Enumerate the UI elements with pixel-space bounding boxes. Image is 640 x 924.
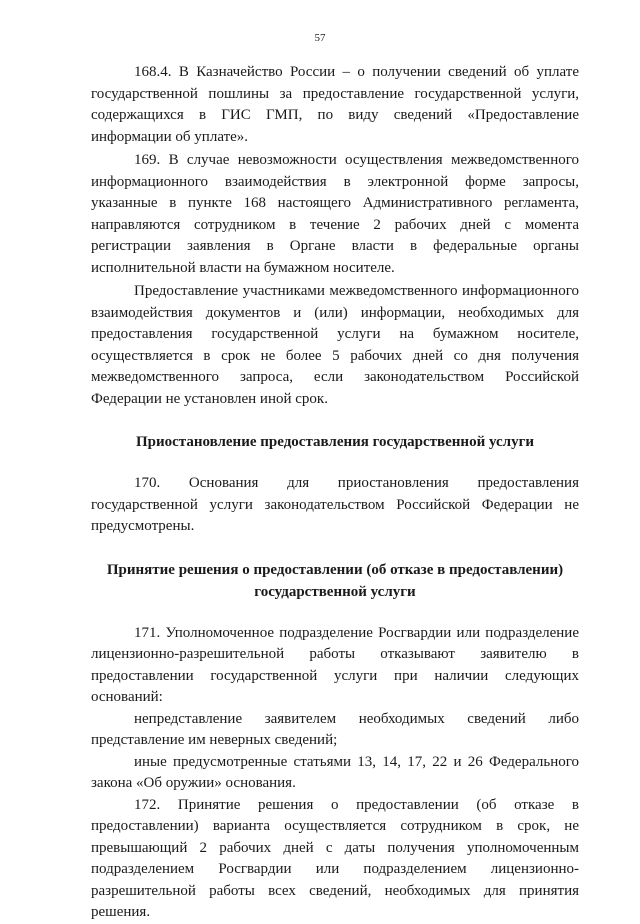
paragraph-reason-other: иные предусмотренные статьями 13, 14, 17, 22 и 26 Федерального закона «Об оружии» основания. — [91, 753, 579, 791]
page-number: 57 — [314, 32, 326, 44]
document-body — [91, 62, 579, 924]
paragraph-170: 170. Основания для приостановления предоставления государственной услуги законодательством Российской Федерации не предусмотрены. — [91, 475, 579, 534]
paragraph-171: 171. Уполномоченное подразделение Росгвардии или подразделение лицензионно-разрешительной работы отказывают заявителю в предоставлении государственной услуги при наличии следующих оснований: — [91, 624, 579, 705]
section-heading-suspension: Приостановление предоставления государственной услуги — [135, 434, 535, 450]
section-heading-decision — [85, 559, 585, 603]
paragraph-168-4: 168.4. В Казначейство России – о получении сведений об уплате государственной пошлины за предоставление государственной услуги, содержащихся в ГИС ГМП, по виду сведений «Предоставление информации об уплате». — [91, 64, 579, 145]
section-heading-decision-line2: государственной услуги — [254, 583, 416, 600]
paragraph-169: 169. В случае невозможности осуществления межведомственного информационного взаимодействия в электронной форме запросы, указанные в пункте 168 настоящего Административного регламента, направляются сотрудником в течение 2 рабочих дней с момента регистрации заявления в Органе власти в федеральные органы исполнительной власти на бумажном носителе. — [91, 152, 579, 276]
paragraph-interagency-paper: Предоставление участниками межведомственного информационного взаимодействия документов и (или) информации, необходимых для предоставления государственной услуги на бумажном носителе, осуществляется в срок не более 5 рабочих дней со дня получения межведомственного запроса, если законодательством Российской Федерации не установлен иной срок. — [91, 283, 579, 407]
section-heading-decision-line1: Принятие решения о предоставлении (об отказе в предоставлении) — [106, 561, 564, 578]
paragraph-reason-nonsubmission: непредставление заявителем необходимых сведений либо представление им неверных сведений; — [91, 710, 579, 748]
paragraph-172: 172. Принятие решения о предоставлении (об отказе в предоставлении) варианта осуществляется сотрудником в срок, не превышающий 2 рабочих дней с даты получения уполномоченным подразделением Росгвардии или подразделением лицензионно-разрешительной работы всех сведений, необходимых для принятия решения. — [91, 796, 579, 920]
